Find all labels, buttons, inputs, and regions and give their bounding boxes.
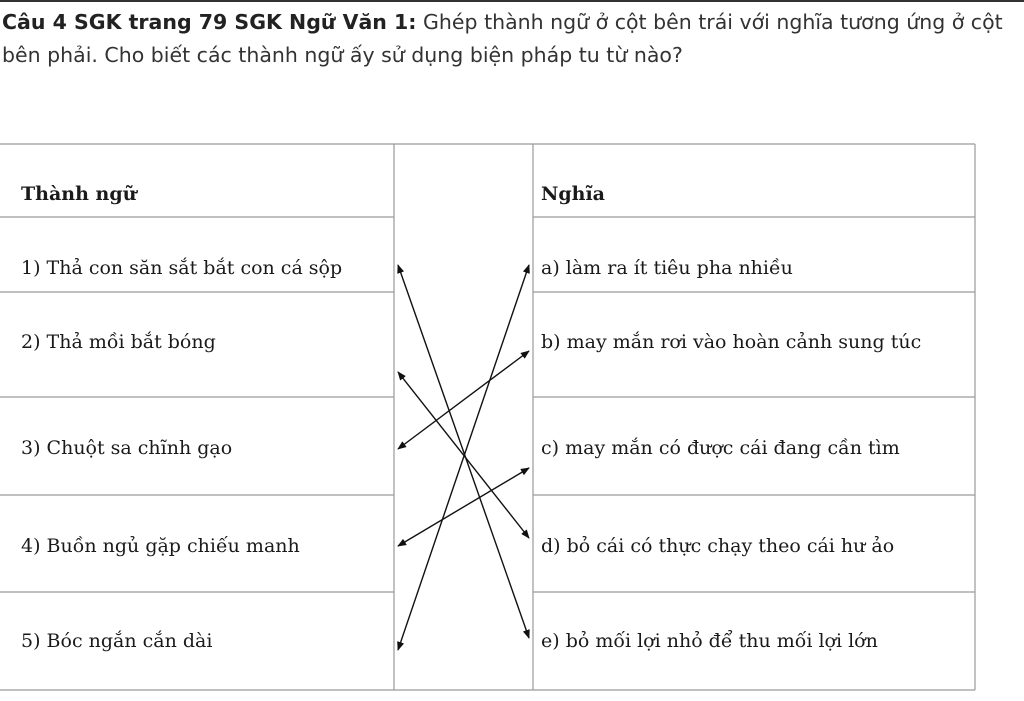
meaning-a: a) làm ra ít tiêu pha nhiều [541,257,793,279]
idiom-5: 5) Bóc ngắn cắn dài [21,630,213,652]
question-text: Ghép thành ngữ ở cột bên trái với nghĩa tương ứng ở cột bên phải. Cho biết các thành ngữ ấy sử dụng biện pháp tu từ nào? [2,10,1003,67]
idiom-3: 3) Chuột sa chĩnh gạo [21,437,233,459]
match-arrows [398,265,529,650]
question-heading: Câu 4 SGK trang 79 SGK Ngữ Văn 1: [2,10,417,34]
table-borders [0,144,975,690]
meaning-b: b) may mắn rơi vào hoàn cảnh sung túc [541,331,922,353]
meaning-e: e) bỏ mối lợi nhỏ để thu mối lợi lớn [541,630,878,652]
arrow-2-d [398,372,529,538]
idiom-1: 1) Thả con săn sắt bắt con cá sộp [21,257,343,279]
idiom-2: 2) Thả mồi bắt bóng [21,331,216,353]
meaning-d: d) bỏ cái có thực chạy theo cái hư ảo [541,535,895,557]
meaning-c: c) may mắn có được cái đang cần tìm [541,437,900,459]
arrow-4-c [398,468,529,546]
meaning-column-header: Nghĩa [541,183,605,205]
arrow-3-b [398,351,529,449]
idiom-4: 4) Buồn ngủ gặp chiếu manh [21,535,300,557]
idiom-column-header: Thành ngữ [21,183,137,205]
